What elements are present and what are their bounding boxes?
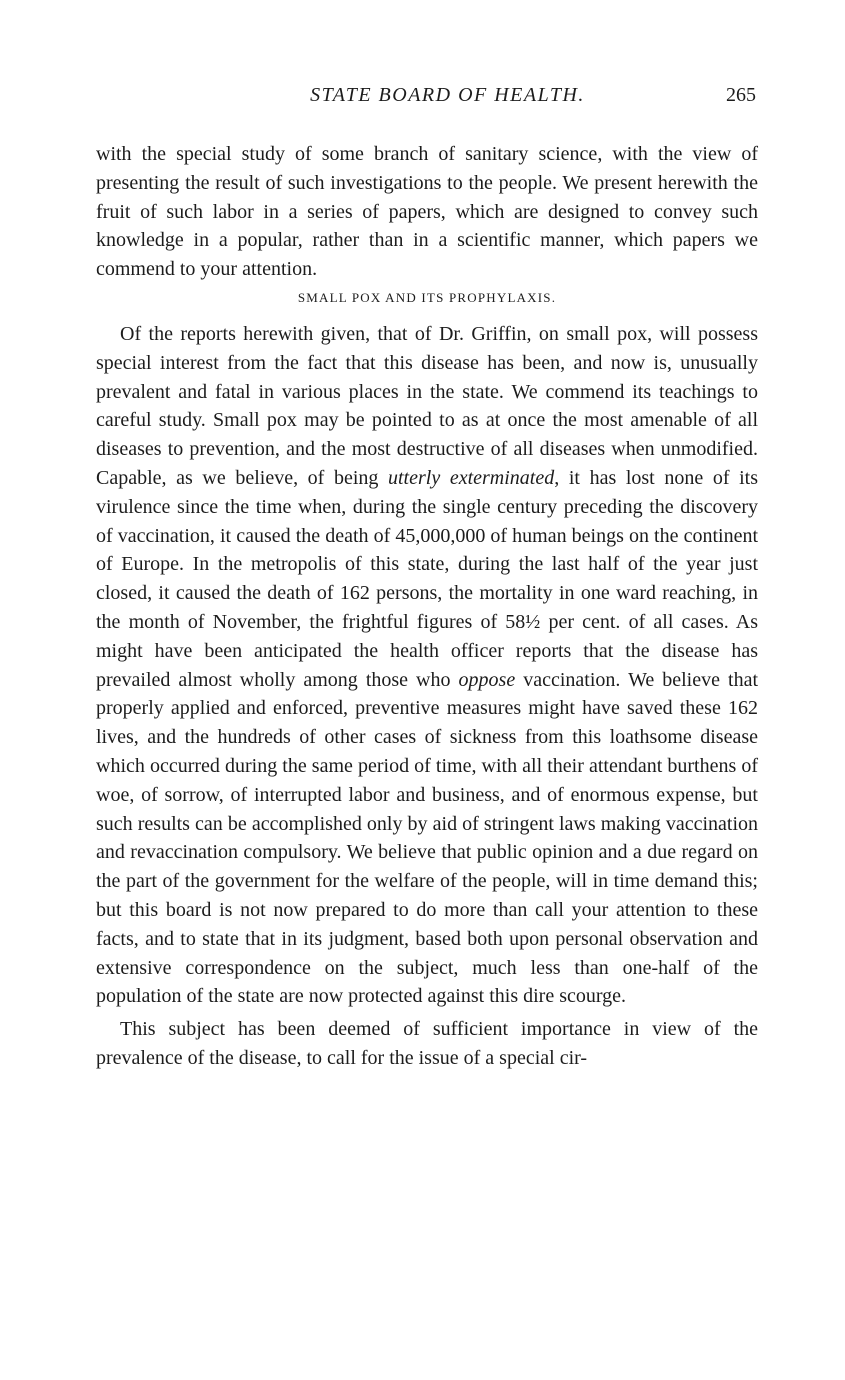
paragraph-final: This subject has been deemed of sufficient importance in view of the prevalence of the disease, to call for the issue of a special cir- (96, 1018, 758, 1069)
running-title: STATE BOARD OF HEALTH. (310, 84, 585, 106)
paragraph-text: Of the reports herewith given, that of Dr. Griffin, on small pox, will possess special interest from the fact that this disease has been, and now is, unusually prevalent and fatal in various places in the state. We commend its teachings to careful study. Small pox may be pointed to as at once the most amenable of all diseases to prevention, and the most destructive of all diseases when unmodified. Capable, as we believe, of being (96, 322, 758, 489)
section-heading: SMALL POX AND ITS PROPHYLAXIS. (297, 289, 557, 305)
running-head (95, 84, 760, 114)
emphasis-text: utterly exterminated (388, 466, 555, 489)
paragraph-text: , it has lost none of its virulence since the time when, during the single century preceding the discovery of vaccination, it caused the death of 45,000,000 of human beings on the continent of Europe. In the metropolis of this state, during the last half of the year just closed, it caused the death of 162 persons, the mortality in one ward reaching, in the month of November, the frightful figures of 58½ per cent. of all cases. As might have been anticipated the health officer reports that the disease has prevailed almost wholly among those who (96, 466, 758, 691)
page-number: 265 (726, 84, 756, 106)
paragraph-small-pox (96, 320, 758, 1011)
body-text (96, 140, 758, 1073)
paragraph-text: vaccination. We believe that properly applied and enforced, preventive measures might have saved these 162 lives, and the hundreds of other cases of sickness from this loathsome disease which occurred during the same period of time, with all their attendant burthens of woe, of sorrow, of interrupted labor and business, and of enormous expense, but such results can be accomplished only by aid of stringent laws making vaccination and revaccination compulsory. We believe that public opinion and a due regard on the part of the government for the welfare of the people, will in time demand this; but this board is not now prepared to do more than call your attention to these facts, and to state that in its judgment, based both upon personal observation and extensive correspondence on the subject, much less than one-half of the population of the state are now protected against this dire scourge. (96, 668, 758, 1008)
emphasis-text: oppose (458, 668, 516, 691)
paragraph-continued: with the special study of some branch of sanitary science, with the view of presenting the result of such investigations to the people. We present herewith the fruit of such labor in a series of papers, which are designed to convey such knowledge in a popular, rather than in a scientific manner, which papers we commend to your attention. (96, 143, 758, 281)
